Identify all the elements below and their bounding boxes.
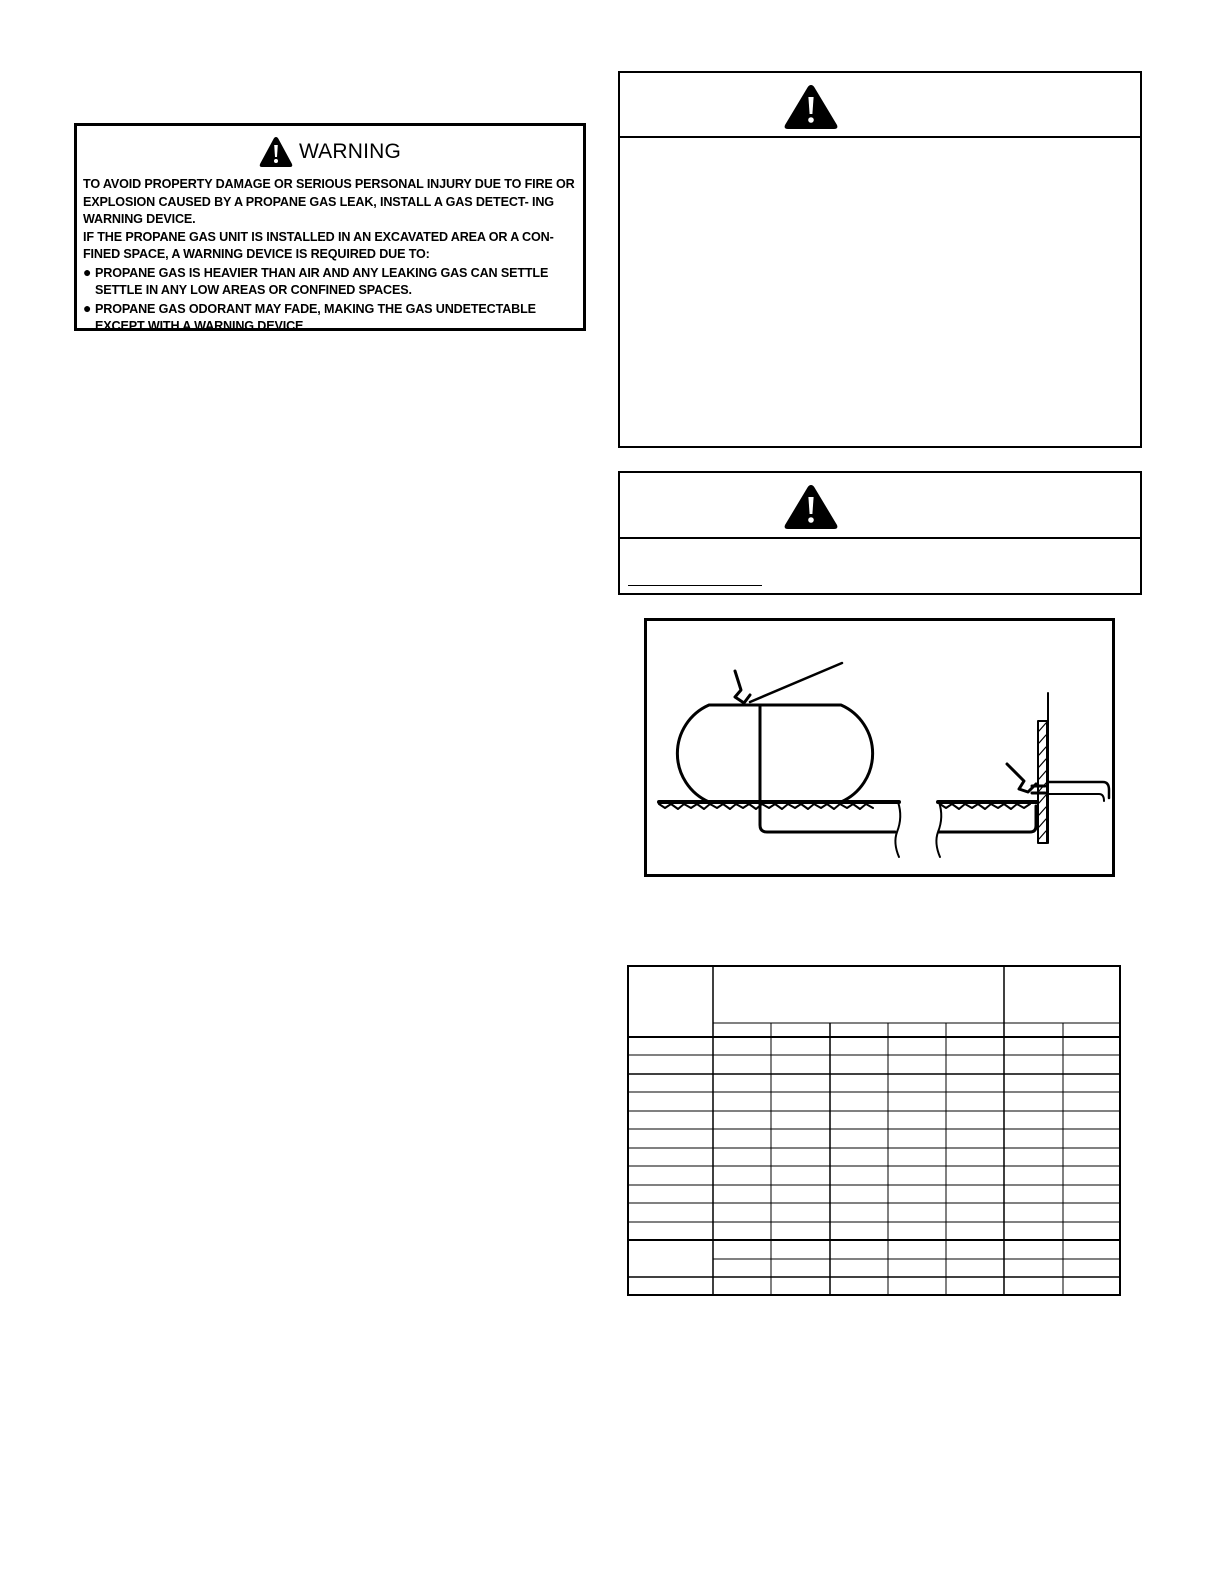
warning-box-lower	[618, 471, 1142, 595]
bullet-symbol: ●	[83, 299, 92, 316]
leader-line	[750, 663, 842, 702]
warning-bullet-item	[83, 264, 577, 300]
warning-paragraph-1: TO AVOID PROPERTY DAMAGE OR SERIOUS PERSONAL INJURY DUE TO FIRE OR EXPLOSION CAUSED BY A PROPANE GAS LEAK, INSTALL A GAS DETECT- ING WARNING DEVICE.	[83, 177, 575, 226]
warning-triangle-icon	[783, 84, 839, 130]
interior-pipe	[1048, 782, 1109, 798]
pipe-sizing-table	[627, 965, 1121, 1297]
warning-triangle-icon	[259, 136, 293, 168]
break-line-right	[936, 802, 941, 857]
propane-tank	[677, 705, 872, 802]
warning-heading: WARNING	[298, 140, 402, 163]
warning-box-upper-header	[620, 73, 1140, 138]
tank-valve	[735, 671, 750, 703]
bullet-symbol: ●	[83, 263, 92, 280]
warning-header	[83, 134, 577, 170]
warning-bullet-item	[83, 300, 577, 336]
warning-box-upper	[618, 71, 1142, 448]
warning-bullet-text: PROPANE GAS IS HEAVIER THAN AIR AND ANY LEAKING GAS CAN SETTLE SETTLE IN ANY LOW AREAS OR CONFINED SPACES.	[95, 265, 549, 297]
tank-piping-diagram	[647, 621, 1118, 880]
warning-bullet-text: PROPANE GAS ODORANT MAY FADE, MAKING THE GAS UNDETECTABLE EXCEPT WITH A WARNING DEVICE.	[95, 301, 536, 333]
propane-warning-box	[74, 123, 586, 331]
table-border	[628, 966, 1120, 1295]
propane-tank-figure	[644, 618, 1115, 877]
warning-box-lower-header	[620, 473, 1140, 539]
warning-bullet-list	[83, 264, 577, 336]
supply-pipe	[760, 705, 895, 832]
wall-regulator	[1007, 764, 1036, 792]
warning-triangle-icon	[783, 484, 839, 530]
supply-pipe-right	[939, 806, 1036, 832]
underline-rule	[628, 585, 762, 586]
break-line-left	[895, 802, 900, 857]
warning-paragraph-2: IF THE PROPANE GAS UNIT IS INSTALLED IN AN EXCAVATED AREA OR A CON- FINED SPACE, A WARNING DEVICE IS REQUIRED DUE TO:	[83, 229, 554, 261]
